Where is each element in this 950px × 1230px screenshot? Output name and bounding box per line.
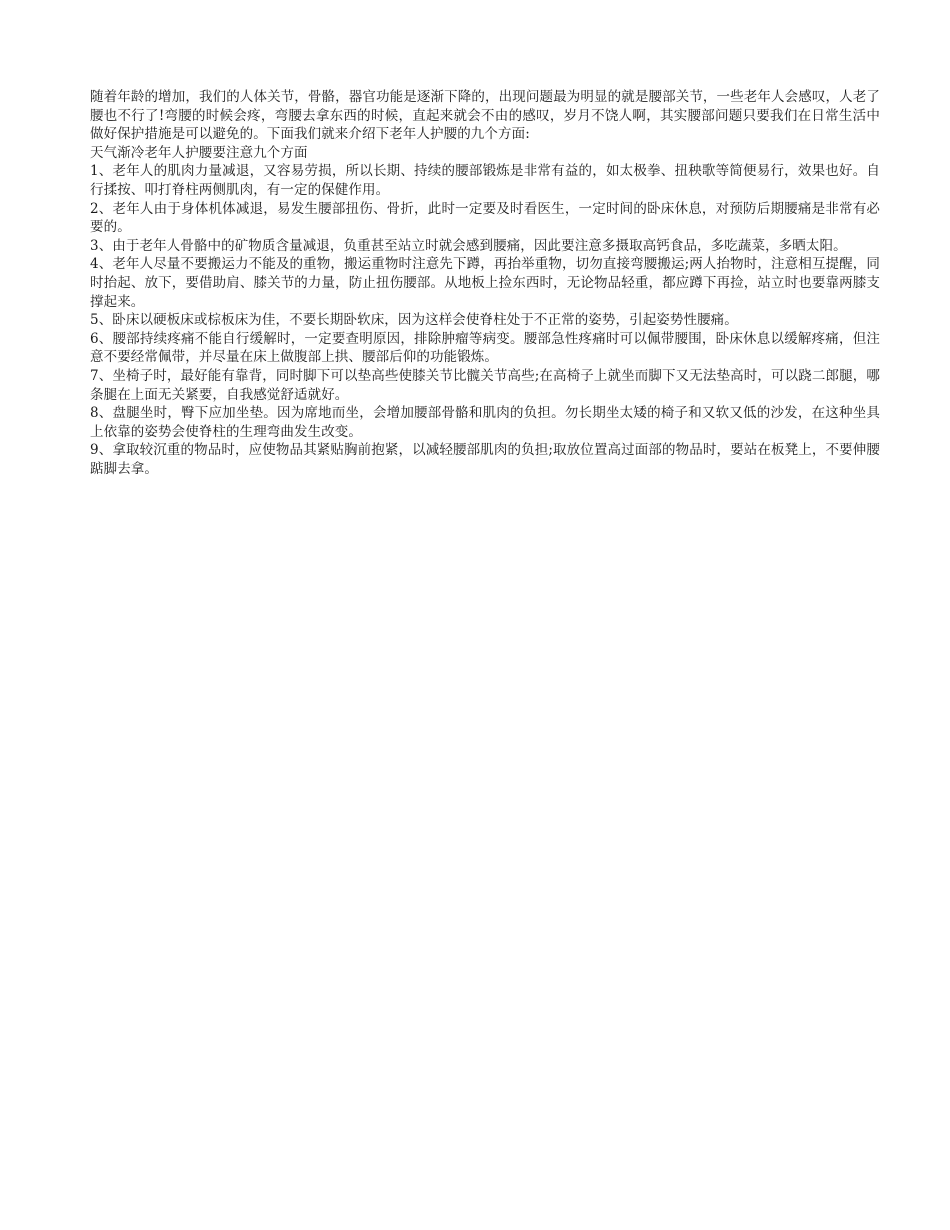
document-subtitle: 天气渐冷老年人护腰要注意九个方面 <box>90 144 308 161</box>
list-item: 8、盘腿坐时，臀下应加坐垫。因为席地而坐，会增加腰部骨骼和肌肉的负担。勿长期坐太矮的椅子和又软又低的沙发，在这种坐具上依靠的姿势会使脊柱的生理弯曲发生改变。 <box>90 405 880 440</box>
list-item: 1、老年人的肌肉力量减退，又容易劳损，所以长期、持续的腰部锻炼是非常有益的，如太极拳、扭秧歌等简便易行，效果也好。自行揉按、叩打脊柱两侧肌肉，有一定的保健作用。 <box>90 163 880 198</box>
list-item: 2、老年人由于身体机体减退，易发生腰部扭伤、骨折，此时一定要及时看医生，一定时间的卧床休息，对预防后期腰痛是非常有必要的。 <box>90 200 880 236</box>
list-item: 4、老年人尽量不要搬运力不能及的重物，搬运重物时注意先下蹲，再抬举重物，切勿直接弯腰搬运;两人抬物时，注意相互提醒，同时抬起、放下，要借助肩、膝关节的力量，防止扭伤腰部。从地板上捡东西时，无论物品轻重，都应蹲下再捡，站立时也要靠两膝支撑起来。 <box>90 256 880 310</box>
document-body <box>90 88 880 478</box>
list-item: 6、腰部持续疼痛不能自行缓解时，一定要查明原因，排除肿瘤等病变。腰部急性疼痛时可以佩带腰围，卧床休息以缓解疼痛，但注意不要经常佩带，并尽量在床上做腹部上拱、腰部后仰的功能锻炼。 <box>90 330 880 366</box>
list-item: 3、由于老年人骨骼中的矿物质含量减退，负重甚至站立时就会感到腰痛，因此要注意多摄取高钙食品，多吃蔬菜，多晒太阳。 <box>90 237 847 254</box>
intro-paragraph: 随着年龄的增加，我们的人体关节，骨骼，器官功能是逐渐下降的，出现问题最为明显的就是腰部关节，一些老年人会感叹，人老了腰也不行了!弯腰的时候会疼，弯腰去拿东西的时候，直起来就会不由的感叹，岁月不饶人啊，其实腰部问题只要我们在日常生活中做好保护措施是可以避免的。下面我们就来介绍下老年人护腰的九个方面: <box>90 89 880 143</box>
list-item: 9、拿取较沉重的物品时，应使物品其紧贴胸前抱紧，以减轻腰部肌肉的负担;取放位置高过面部的物品时，要站在板凳上，不要伸腰踮脚去拿。 <box>90 442 880 477</box>
list-item: 5、卧床以硬板床或棕板床为佳，不要长期卧软床，因为这样会使脊柱处于不正常的姿势，引起姿势性腰痛。 <box>90 312 738 329</box>
list-item: 7、坐椅子时，最好能有靠背，同时脚下可以垫高些使膝关节比髋关节高些;在高椅子上就坐而脚下又无法垫高时，可以跷二郎腿，哪条腿在上面无关紧要，自我感觉舒适就好。 <box>90 367 880 403</box>
